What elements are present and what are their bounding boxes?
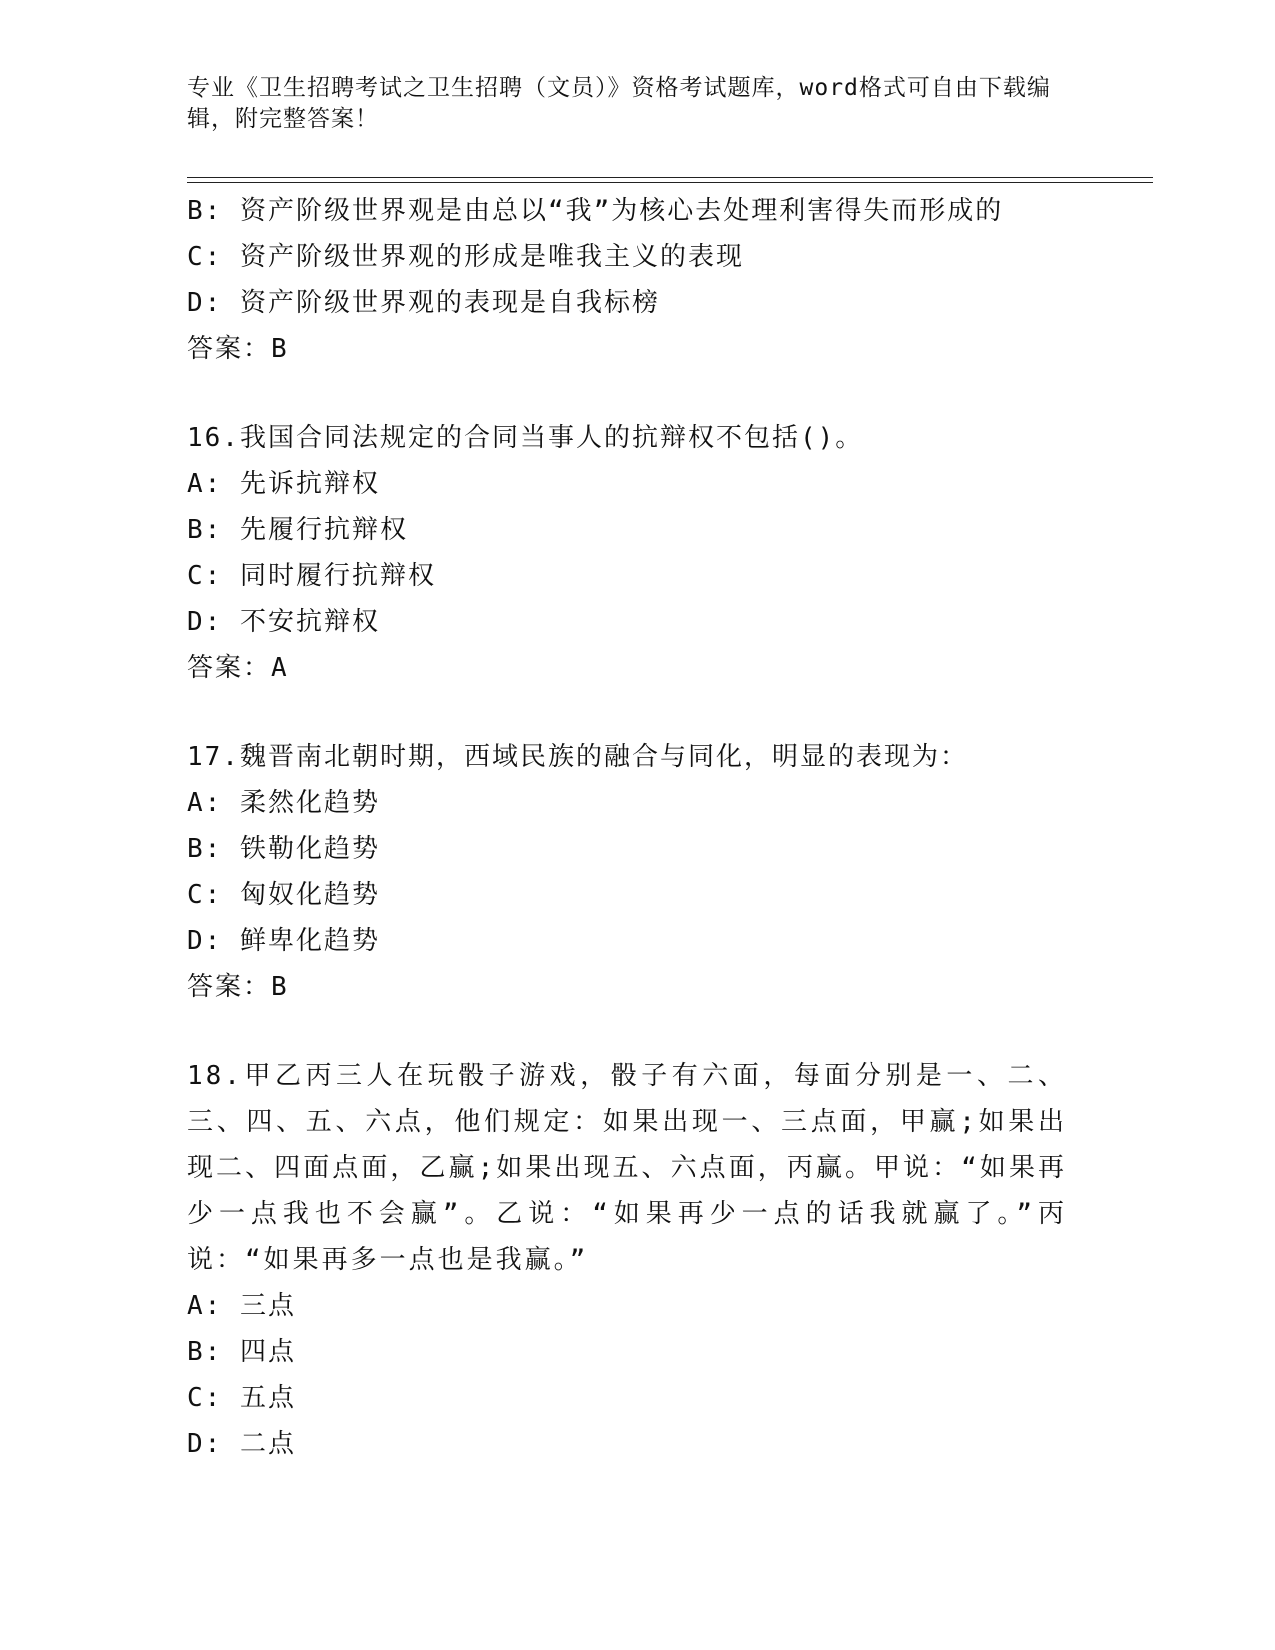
option-c: C: 资产阶级世界观的形成是唯我主义的表现 [187,242,744,272]
option-c: C: 同时履行抗辩权 [187,561,436,591]
question-18 [187,1053,1087,1467]
carryover-question [187,188,1087,372]
header-title: 专业《卫生招聘考试之卫生招聘（文员）》资格考试题库，word格式可自由下载编辑，附完整答案！ [187,75,1051,132]
question-stem: 18.甲乙丙三人在玩骰子游戏，骰子有六面，每面分别是一、二、三、四、五、六点，他们规定：如果出现一、三点面，甲赢;如果出现二、四面点面，乙赢;如果出现五、六点面，丙赢。甲说：“如果再少一点我也不会赢”。乙说：“如果再少一点的话我就赢了。”丙说：“如果再多一点也是我赢。” [187,1061,1067,1275]
header-divider-top [187,177,1153,178]
option-b: B: 先履行抗辩权 [187,515,408,545]
option-d: D: 资产阶级世界观的表现是自我标榜 [187,288,660,318]
option-b: B: 资产阶级世界观是由总以“我”为核心去处理利害得失而形成的 [187,196,1004,226]
answer-line: 答案：B [187,334,289,364]
option-b: B: 铁勒化趋势 [187,834,380,864]
question-stem: 16.我国合同法规定的合同当事人的抗辩权不包括()。 [187,423,864,453]
question-content [187,188,1087,1467]
answer-line: 答案：B [187,972,289,1002]
option-a: A: 先诉抗辩权 [187,469,380,499]
option-c: C: 匈奴化趋势 [187,880,380,910]
option-a: A: 三点 [187,1291,296,1321]
option-c: C: 五点 [187,1383,296,1413]
option-d: D: 不安抗辩权 [187,607,380,637]
option-d: D: 鲜卑化趋势 [187,926,380,956]
answer-line: 答案：A [187,653,289,683]
question-16 [187,415,1087,691]
document-header [187,73,1087,135]
header-divider-bottom [187,182,1153,183]
option-b: B: 四点 [187,1337,296,1367]
option-d: D: 二点 [187,1429,296,1459]
option-a: A: 柔然化趋势 [187,788,380,818]
question-stem: 17.魏晋南北朝时期，西域民族的融合与同化，明显的表现为： [187,742,968,772]
question-17 [187,734,1087,1010]
